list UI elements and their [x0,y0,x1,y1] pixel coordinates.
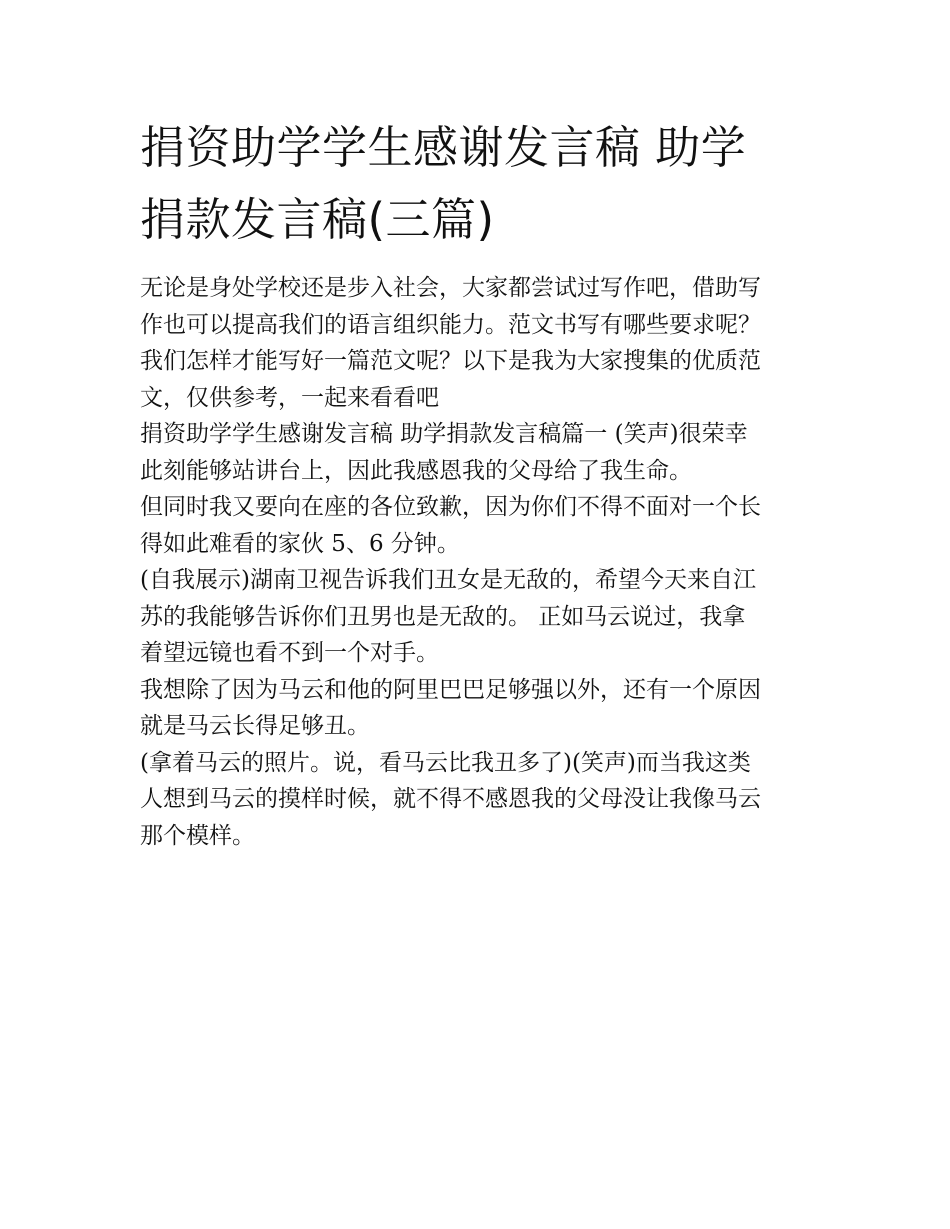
document-body [140,270,812,854]
text-line: 作也可以提高我们的语言组织能力。范文书写有哪些要求呢？ [140,311,761,338]
text-line: 我想除了因为马云和他的阿里巴巴足够强以外，还有一个原因 [140,676,761,703]
text-line: 但同时我又要向在座的各位致歉，因为你们不得不面对一个长 [140,494,761,520]
page-title [140,112,812,256]
text-line: 苏的我能够告诉你们丑男也是无敌的。 正如马云说过，我拿 [140,603,746,630]
paragraph [140,416,812,489]
paragraph [140,270,812,416]
text-line: 无论是身处学校还是步入社会，大家都尝试过写作吧，借助写 [140,275,761,301]
text-line: 此刻能够站讲台上，因此我感恩我的父母给了我生命。 [140,457,692,484]
document-content [140,112,812,854]
title-line: 捐款发言稿(三篇) [140,193,495,246]
paragraph [140,672,812,745]
text-line: 捐资助学学生感谢发言稿 助学捐款发言稿篇一 (笑声)很荣幸 [140,421,748,447]
text-line: 得如此难看的家伙 5、6 分钟。 [140,530,460,557]
title-line: 捐资助学学生感谢发言稿 助学 [140,121,747,174]
text-line: (自我展示)湖南卫视告诉我们丑女是无敌的，希望今天来自江 [140,567,756,593]
text-line: 人想到马云的摸样时候，就不得不感恩我的父母没让我像马云 [140,786,761,812]
text-line: 那个模样。 [140,822,255,849]
text-line: 文，仅供参考，一起来看看吧 [140,384,439,411]
paragraph [140,745,812,855]
paragraph [140,562,812,672]
text-line: 着望远镜也看不到一个对手。 [140,640,439,666]
text-line: 就是马云长得足够丑。 [140,713,370,739]
paragraph [140,489,812,562]
text-line: (拿着马云的照片。说，看马云比我丑多了)(笑声)而当我这类 [140,749,751,776]
text-line: 我们怎样才能写好一篇范文呢？以下是我为大家搜集的优质范 [140,348,761,374]
